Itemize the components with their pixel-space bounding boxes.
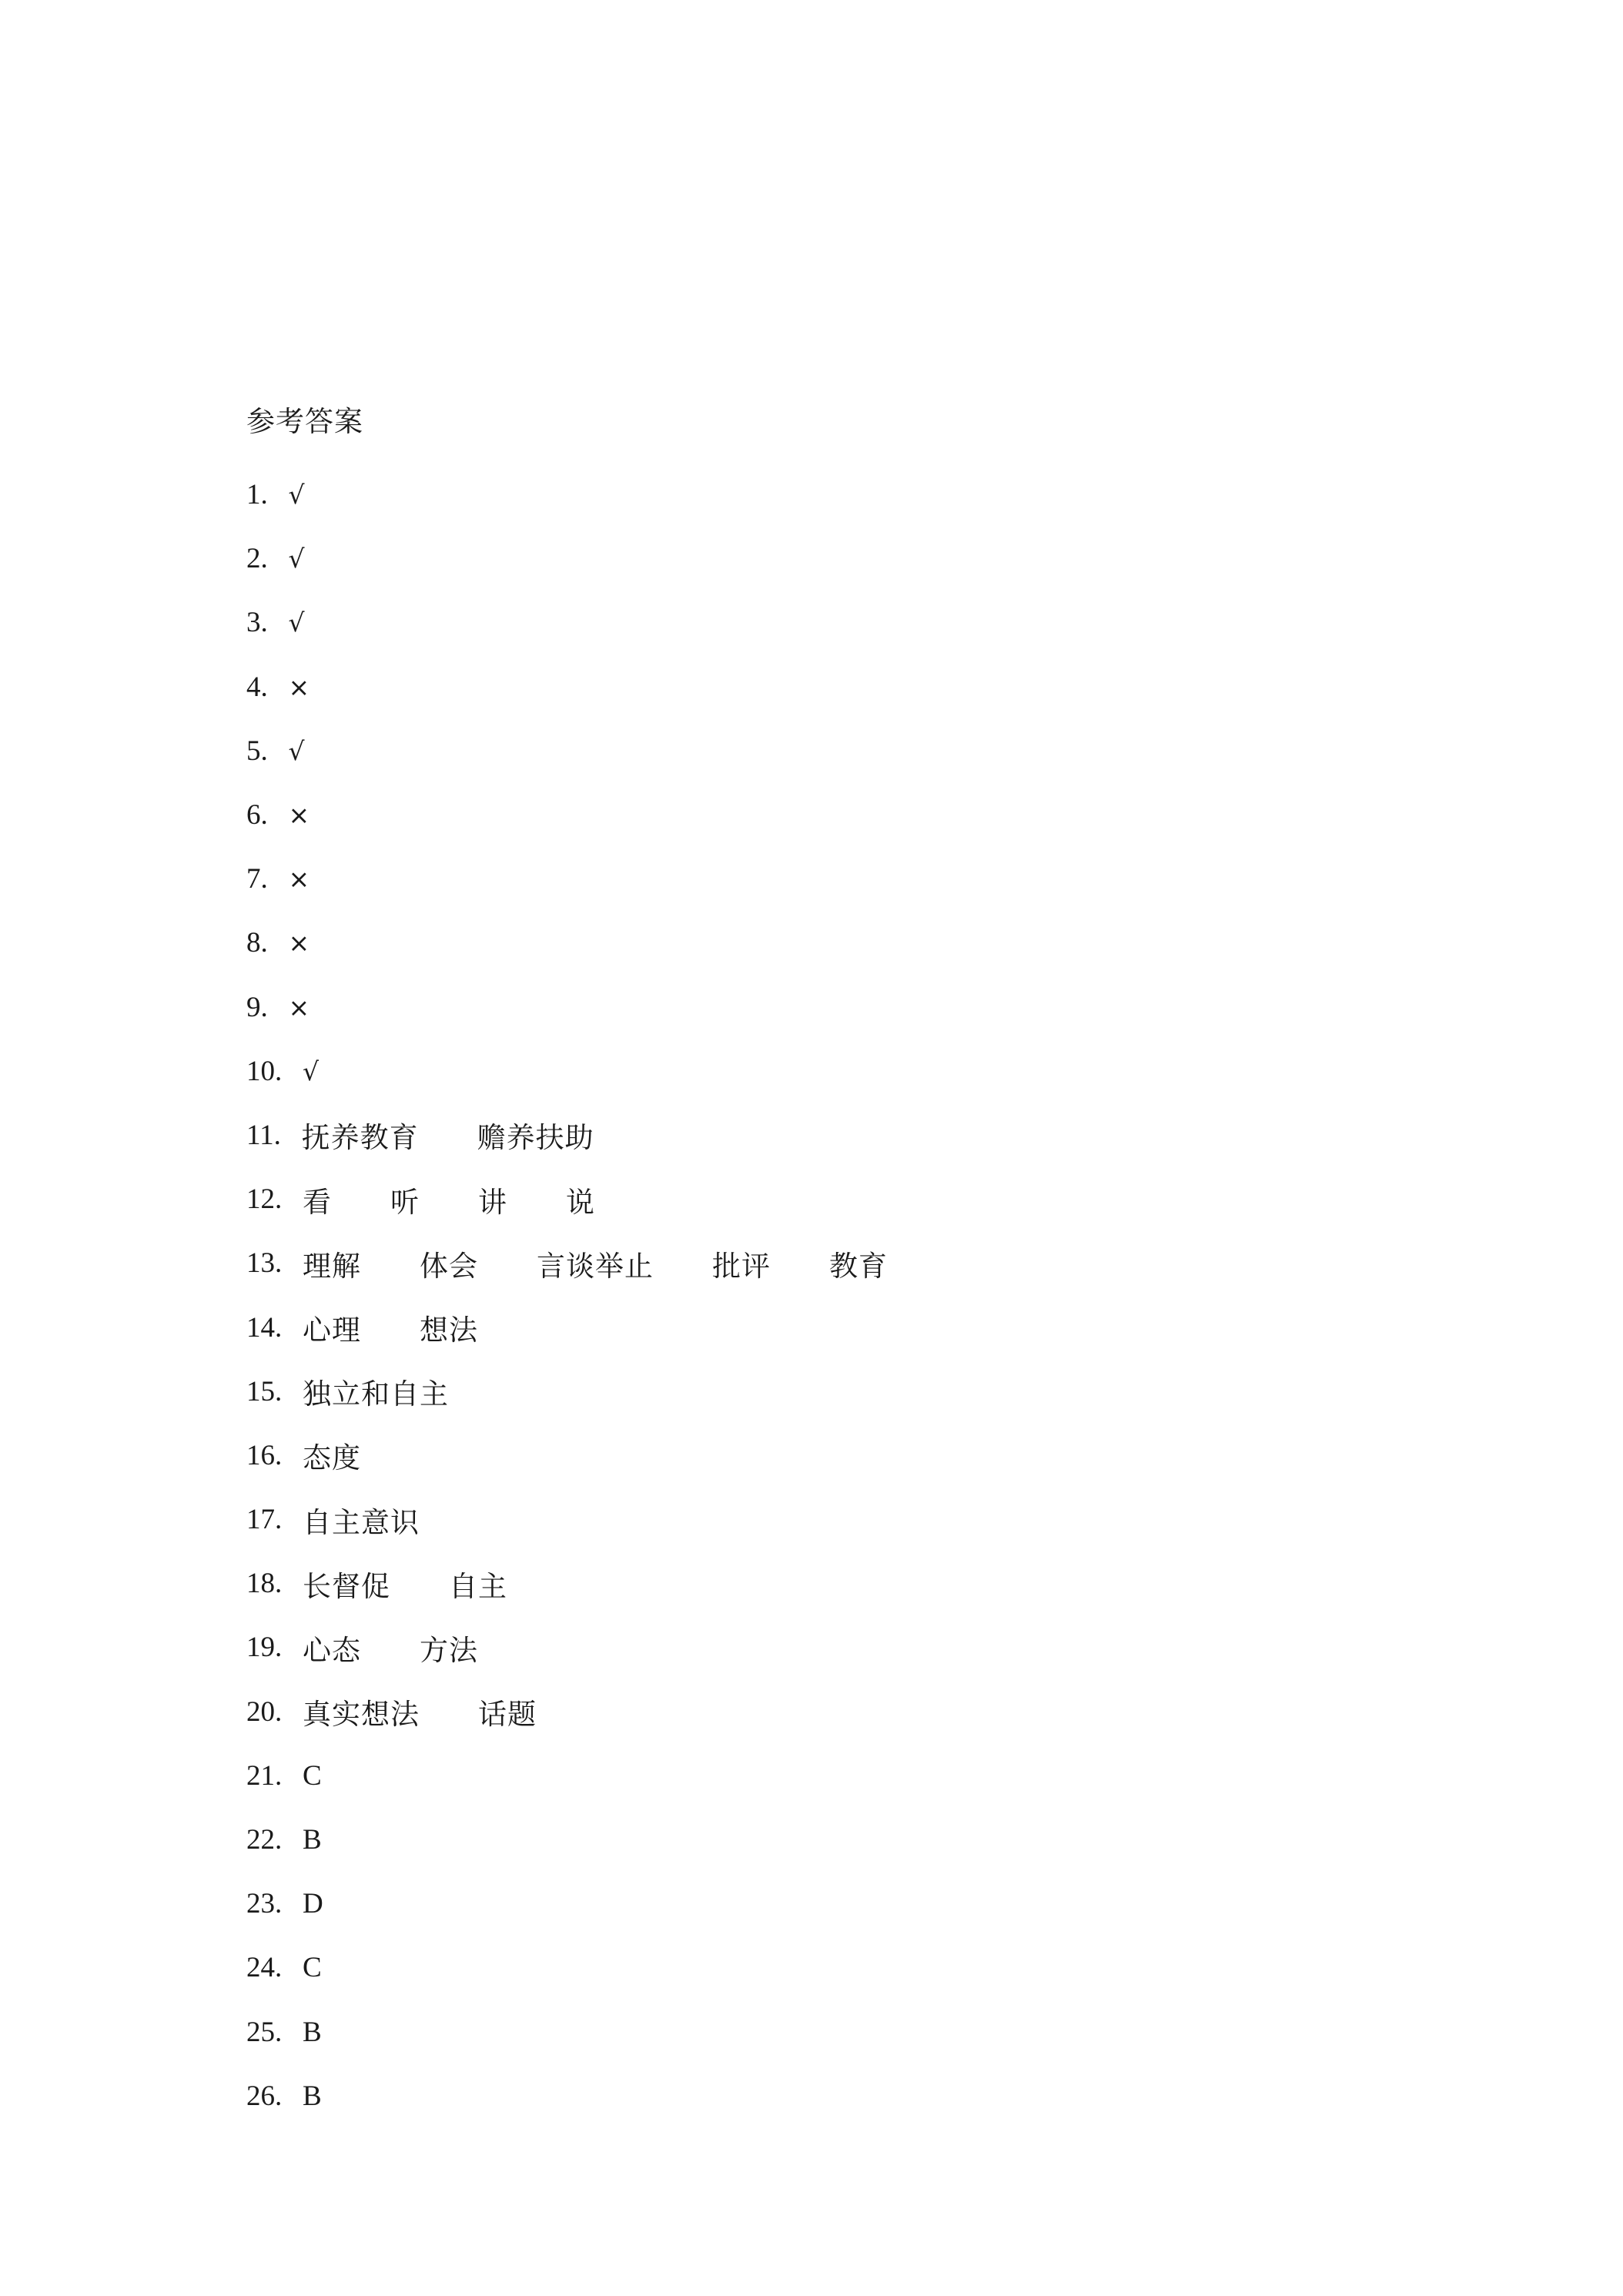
answer-row — [246, 591, 1478, 654]
answer-judgment-mark: √ — [288, 544, 306, 574]
answer-row — [246, 655, 1478, 719]
answer-content — [289, 992, 311, 1022]
answer-content — [303, 1499, 420, 1541]
answer-fill-text: 心态 — [303, 1633, 361, 1667]
answer-key-heading: 参考答案 — [246, 405, 363, 438]
answer-fill-text: 想法 — [420, 1314, 478, 1347]
answer-number: 18 — [246, 1568, 275, 1600]
answer-content — [303, 1951, 323, 1984]
answer-number: 20 — [246, 1695, 275, 1728]
answer-row — [246, 1615, 1478, 1679]
answer-number: 5 — [246, 735, 261, 767]
answer-number: 3 — [246, 607, 261, 639]
answer-number-separator: . — [260, 799, 268, 832]
answer-content — [303, 1056, 320, 1086]
answer-judgment-mark: × — [288, 800, 311, 831]
answer-number-separator: . — [275, 1055, 283, 1087]
answer-choice-letter: C — [303, 1759, 323, 1792]
answer-content — [303, 1759, 323, 1792]
answer-judgment-mark: × — [288, 928, 311, 959]
answer-judgment-mark: × — [288, 864, 311, 895]
answer-fill-text: 讲 — [478, 1185, 507, 1219]
answer-content — [289, 544, 306, 574]
answer-choice-letter: B — [303, 2080, 323, 2112]
answer-number-separator: . — [260, 863, 268, 895]
answer-fill-text: 独立和自主 — [303, 1377, 449, 1411]
answer-fill-text: 抚养教育 — [301, 1121, 419, 1155]
answer-judgment-mark: √ — [303, 1056, 320, 1086]
answer-number-separator: . — [275, 1504, 283, 1536]
answer-number: 9 — [246, 991, 261, 1023]
answer-number-separator: . — [275, 2080, 283, 2112]
answer-content — [303, 1887, 324, 1920]
answer-row — [246, 1103, 1478, 1167]
answer-content — [303, 2016, 323, 2049]
answer-number-separator: . — [275, 1824, 283, 1856]
answer-number: 16 — [246, 1439, 275, 1471]
answer-number-separator: . — [260, 671, 268, 703]
answer-number: 6 — [246, 799, 261, 832]
answer-number: 4 — [246, 671, 261, 703]
answer-number-separator: . — [275, 1439, 283, 1471]
answer-key-section — [246, 399, 1478, 2128]
answer-number-separator: . — [275, 1183, 283, 1216]
answer-row — [246, 1680, 1478, 1744]
answer-row — [246, 1872, 1478, 1936]
answer-row — [246, 2000, 1478, 2064]
answer-content — [303, 1823, 323, 1856]
answer-number-separator: . — [275, 1888, 283, 1920]
answer-row — [246, 976, 1478, 1039]
answer-number: 12 — [246, 1183, 275, 1216]
answer-fill-text: 长督促 — [303, 1569, 390, 1603]
answer-number-separator: . — [260, 479, 268, 511]
answer-number-separator: . — [275, 1311, 283, 1344]
answer-number-separator: . — [275, 1247, 283, 1280]
answer-number-separator: . — [275, 2016, 283, 2048]
answer-judgment-mark: √ — [288, 607, 306, 638]
answer-number-separator: . — [275, 1759, 283, 1792]
answer-choice-letter: B — [303, 1824, 323, 1856]
answer-number: 1 — [246, 479, 261, 511]
answer-content — [303, 1627, 478, 1668]
answer-number-separator: . — [260, 991, 268, 1023]
answer-row — [246, 911, 1478, 975]
answer-content — [303, 1691, 537, 1732]
answer-number-separator: . — [260, 607, 268, 639]
answer-row — [246, 2064, 1478, 2128]
answer-content — [289, 480, 306, 510]
answer-number-separator: . — [275, 1375, 283, 1407]
answer-fill-text: 听 — [390, 1185, 420, 1219]
answer-number-separator: . — [260, 543, 268, 575]
answer-row — [246, 1936, 1478, 2000]
answer-fill-text: 教育 — [829, 1249, 888, 1283]
answer-choice-letter: D — [303, 1888, 324, 1920]
answer-number: 24 — [246, 1952, 275, 1984]
answer-fill-text: 看 — [303, 1185, 332, 1219]
answer-row — [246, 719, 1478, 783]
answer-number-separator: . — [260, 927, 268, 959]
answer-content — [303, 1563, 507, 1605]
answer-content — [289, 864, 311, 894]
answer-content — [289, 928, 311, 958]
answer-fill-text: 批评 — [712, 1249, 771, 1283]
answer-fill-text: 心理 — [303, 1314, 361, 1347]
answer-content — [303, 1307, 478, 1348]
answer-fill-text: 赡养扶助 — [477, 1121, 594, 1155]
answer-number-separator: . — [260, 735, 268, 767]
answer-fill-text: 真实想法 — [303, 1698, 420, 1732]
answer-content — [303, 1434, 361, 1476]
answer-number: 15 — [246, 1375, 275, 1407]
answer-number: 23 — [246, 1888, 275, 1920]
answer-row — [246, 463, 1478, 527]
answer-number-separator: . — [275, 1632, 283, 1664]
answer-number: 14 — [246, 1311, 275, 1344]
answer-fill-text: 言谈举止 — [537, 1249, 654, 1283]
answer-choice-letter: B — [303, 2016, 323, 2048]
answer-judgment-mark: × — [288, 671, 311, 702]
answer-fill-text: 话题 — [478, 1698, 537, 1732]
answer-row — [246, 1808, 1478, 1872]
answer-number: 17 — [246, 1504, 275, 1536]
answer-row — [246, 1231, 1478, 1295]
answer-number: 7 — [246, 863, 261, 895]
answer-content — [289, 607, 306, 638]
answer-row — [246, 1488, 1478, 1551]
answer-content — [289, 800, 311, 830]
answer-list — [246, 463, 1478, 2128]
answer-content — [303, 1179, 595, 1220]
answer-judgment-mark: × — [288, 992, 311, 1022]
answer-content — [303, 1371, 449, 1412]
answer-number: 11 — [246, 1119, 274, 1151]
answer-choice-letter: C — [303, 1952, 323, 1984]
answer-judgment-mark: √ — [288, 480, 306, 510]
answer-number: 10 — [246, 1055, 275, 1087]
answer-row — [246, 1360, 1478, 1424]
answer-fill-text: 方法 — [420, 1633, 478, 1667]
answer-fill-text: 态度 — [303, 1441, 361, 1475]
answer-content — [303, 1243, 888, 1284]
answer-content — [289, 672, 311, 702]
answer-fill-text: 自主 — [449, 1569, 507, 1603]
answer-number: 25 — [246, 2016, 275, 2048]
answer-row — [246, 1551, 1478, 1615]
answer-judgment-mark: √ — [288, 735, 306, 766]
answer-number-separator: . — [275, 1695, 283, 1728]
answer-row — [246, 1424, 1478, 1488]
answer-fill-text: 体会 — [420, 1249, 478, 1283]
answer-fill-text: 理解 — [303, 1249, 361, 1283]
answer-content — [289, 736, 306, 766]
answer-number-separator: . — [275, 1568, 283, 1600]
answer-fill-text: 说 — [566, 1185, 595, 1219]
answer-row — [246, 1039, 1478, 1103]
answer-number-separator: . — [273, 1119, 281, 1151]
answer-number: 21 — [246, 1759, 275, 1792]
answer-number: 13 — [246, 1247, 275, 1280]
answer-number: 8 — [246, 927, 261, 959]
answer-row — [246, 847, 1478, 911]
answer-row — [246, 527, 1478, 591]
answer-number: 26 — [246, 2080, 275, 2112]
answer-content — [303, 2080, 323, 2113]
answer-number: 2 — [246, 543, 261, 575]
answer-row — [246, 1295, 1478, 1359]
answer-content — [302, 1114, 594, 1156]
answer-row — [246, 1167, 1478, 1231]
answer-row — [246, 783, 1478, 847]
answer-number: 19 — [246, 1632, 275, 1664]
answer-fill-text: 自主意识 — [303, 1505, 420, 1539]
answer-row — [246, 1744, 1478, 1808]
answer-number: 22 — [246, 1824, 275, 1856]
answer-number-separator: . — [275, 1952, 283, 1984]
